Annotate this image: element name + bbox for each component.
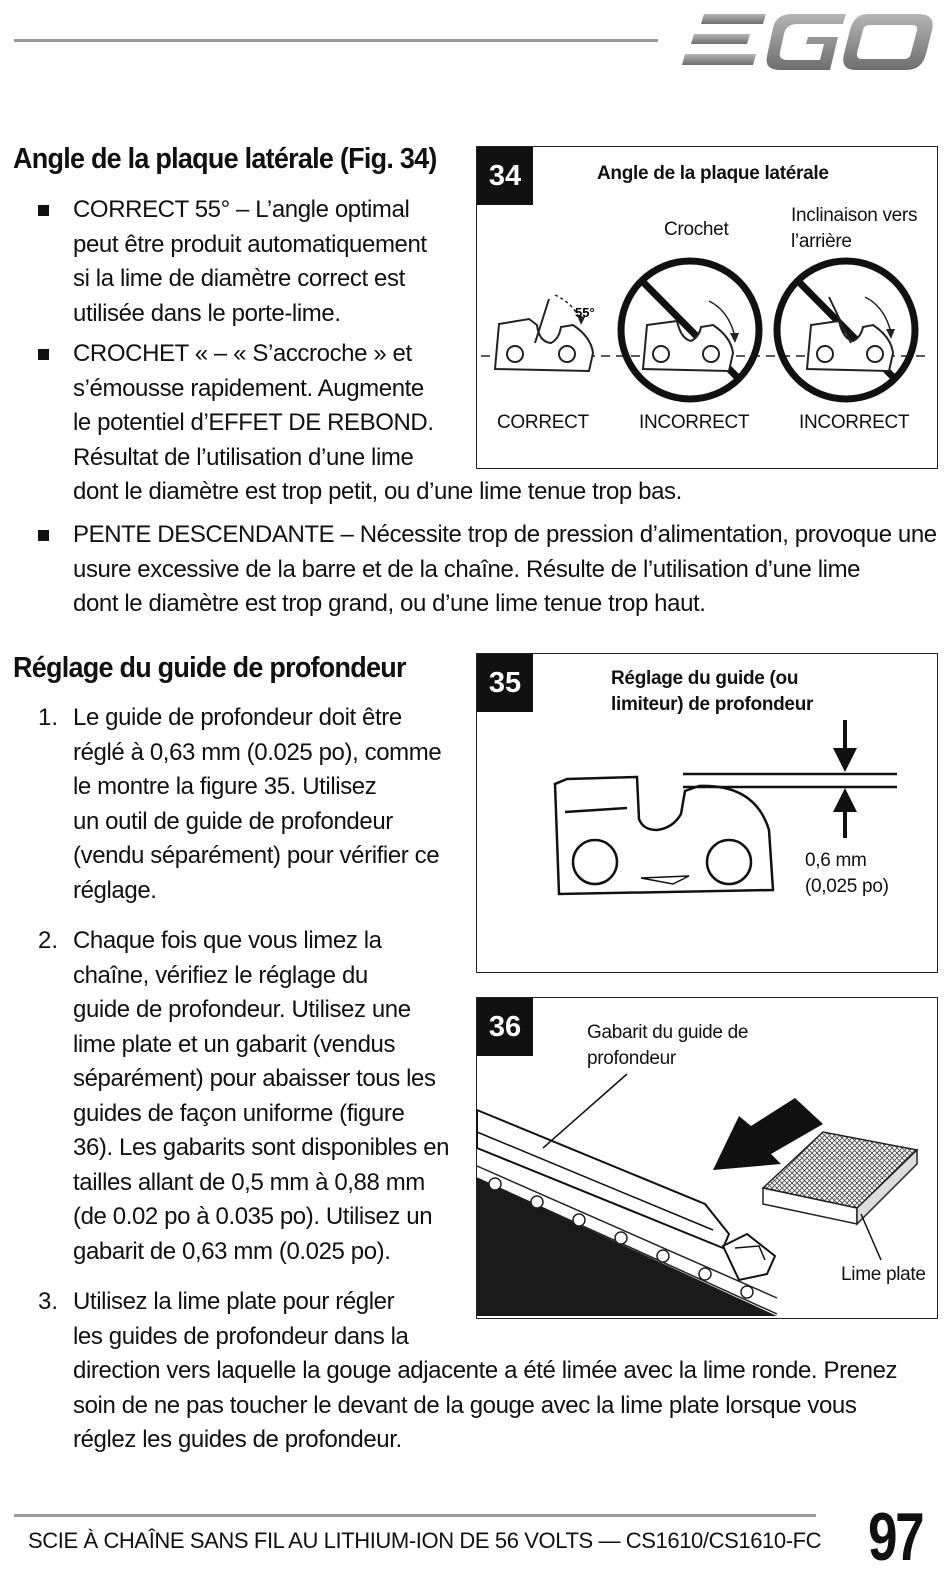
figure-36: [476, 997, 938, 1319]
step-3-text: Utilisez la lime plate pour régler les guides de profondeur dans la direction vers laquelle la gouge adjacente a été limée avec la lime ronde. Prenez soin de ne pas toucher le devant de la gouge avec la lime plate lorsque vous réglez les guides de profondeur.: [73, 1288, 898, 1453]
step-number: 2.: [38, 927, 59, 954]
figure-number: 35: [477, 654, 533, 712]
page-number: 97: [868, 1499, 923, 1575]
ego-logo: [680, 10, 938, 72]
footer-rule: [14, 1514, 816, 1517]
incorrect-label-backslope: INCORRECT: [799, 412, 910, 433]
section-title-depth-gauge: Réglage du guide de profondeur: [13, 652, 406, 684]
correct-label: CORRECT: [497, 412, 589, 433]
angle-label: 55°: [575, 305, 595, 320]
step-number: 3.: [38, 1288, 59, 1315]
bullet-marker: [38, 530, 49, 541]
figure-35: [476, 653, 938, 973]
step-1-text: Le guide de profondeur doit être réglé à 0,63 mm (0.025 po), comme le montre la figure 35. Utilisez un outil de guide de profondeur (vendu séparément) pour vérifier ce réglage.: [73, 704, 442, 904]
figure-34: [476, 146, 938, 469]
step-2-text: Chaque fois que vous limez la chaîne, vérifiez le réglage du guide de profondeur. Utilisez une lime plate et un gabarit (vendus séparément) pour abaisser tous les guides de façon uniforme (figure 36). Les gabarits sont disponibles en tailles allant de 0,5 mm à 0,88 mm (de 0.02 po à 0.035 po). Utilisez un gabarit de 0,63 mm (0.025 po).: [73, 927, 450, 1265]
figure-title: Angle de la plaque latérale: [597, 163, 829, 184]
incorrect-label-hook: INCORRECT: [639, 412, 750, 433]
figure-number: 34: [477, 147, 533, 205]
header-rule: [14, 39, 658, 42]
depth-measure-label: 0,6 mm (0,025 po): [805, 850, 889, 897]
bullet-hook-text: CROCHET « – « S’accroche » et s’émousse rapidement. Augmente le potentiel d’EFFET DE REBOND. Résultat de l’utilisation d’une lime dont le diamètre est trop petit, ou d’une lime tenue trop bas.: [73, 340, 682, 505]
figure-number: 36: [477, 998, 533, 1056]
gauge-label: Gabarit du guide de profondeur: [587, 1022, 749, 1069]
flat-file-label: Lime plate: [841, 1264, 926, 1285]
step-number: 1.: [38, 704, 59, 731]
bullet-correct-text: CORRECT 55° – L’angle optimal peut être produit automatiquement si la lime de diamètre correct est utilisée dans le porte-lime.: [73, 196, 427, 327]
backslope-label: Inclinaison vers l’arrière: [791, 205, 918, 252]
figure-35-drawing: [477, 654, 939, 974]
figure-title: Réglage du guide (ou limiteur) de profondeur: [611, 668, 814, 715]
hook-label: Crochet: [664, 219, 729, 240]
bullet-marker: [38, 349, 49, 360]
section-title-side-plate-angle: Angle de la plaque latérale (Fig. 34): [13, 143, 437, 175]
bullet-marker: [38, 205, 49, 216]
figure-36-drawing: [477, 998, 939, 1320]
footer-title: SCIE À CHAÎNE SANS FIL AU LITHIUM-ION DE 56 VOLTS — CS1610/CS1610-FC: [28, 1528, 822, 1553]
bullet-backslope-text: PENTE DESCENDANTE – Nécessite trop de pression d’alimentation, provoque une usure excessive de la barre et de la chaîne. Résulte de l’utilisation d’une lime dont le diamètre est trop grand, ou d’une lime tenue trop haut.: [73, 521, 937, 617]
figure-34-drawing: [477, 147, 939, 470]
